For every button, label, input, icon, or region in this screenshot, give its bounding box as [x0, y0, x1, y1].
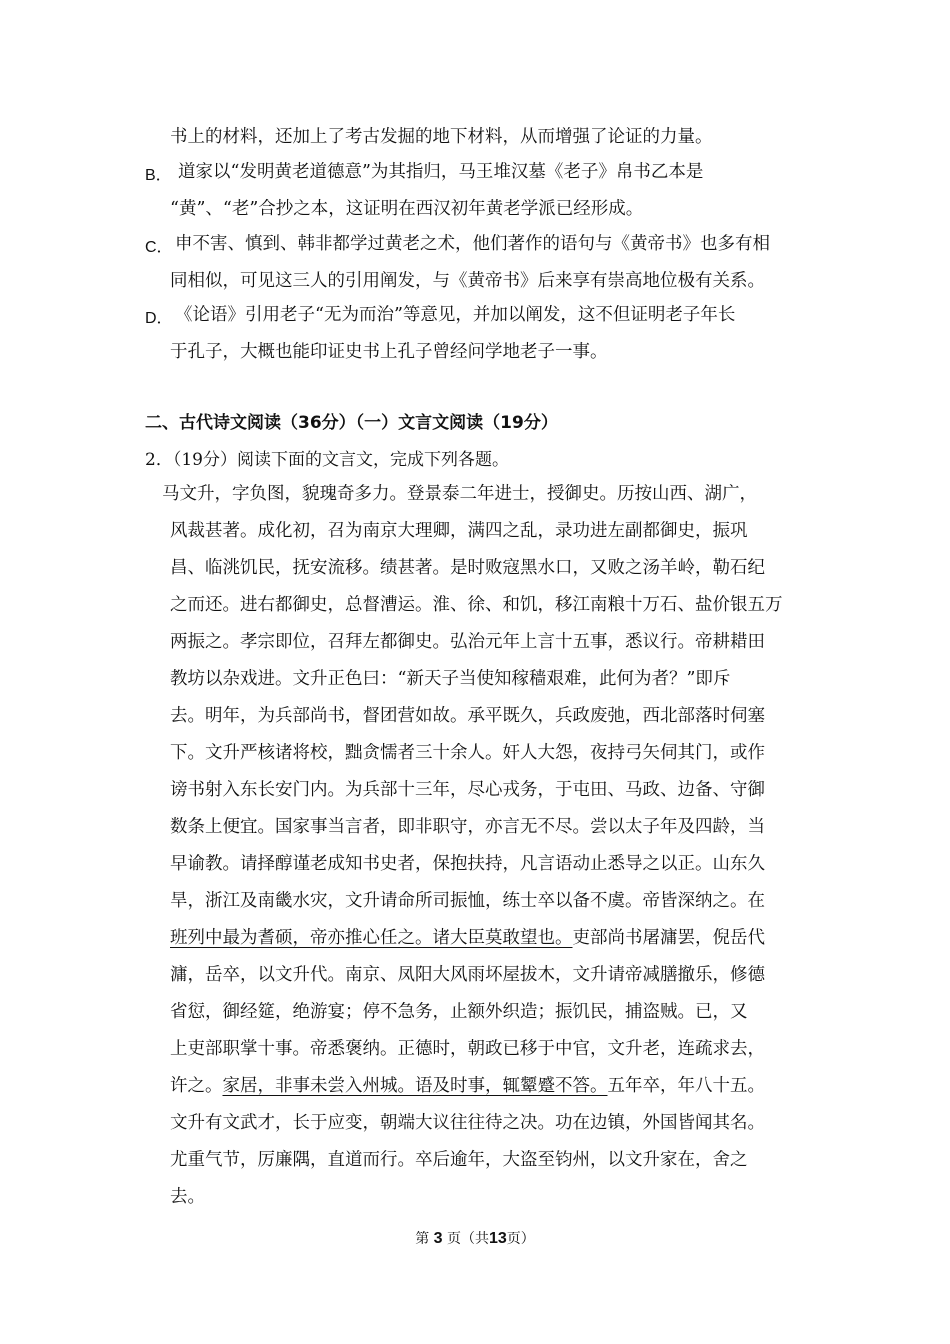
passage-line: 风裁甚著。成化初，召为南京大理卿，满四之乱，录功进左副都御史，振巩: [170, 521, 748, 541]
footer-suffix: 页）: [506, 1231, 535, 1247]
passage-line: 文升有文武才，长于应变，朝端大议往往待之决。功在边镇，外国皆闻其名。: [170, 1113, 765, 1133]
passage-line: 早谕教。请择醇谨老成知书史者，保抱扶持，凡言语动止悉导之以正。山东久: [170, 854, 765, 874]
underlined-sentence-2: 家居，非事未尝入州城。语及时事，辄颦蹙不答。: [222, 1076, 608, 1096]
footer-page-number: 3: [433, 1230, 443, 1247]
option-d-line2: 于孔子，大概也能印证史书上孔子曾经问学地老子一事。: [170, 342, 608, 362]
passage-text: 吏部尚书屠滽罢，倪岳代: [572, 928, 765, 948]
passage-line: 上吏部职掌十事。帝悉褒纳。正德时，朝政已移于中官，文升老，连疏求去，: [170, 1039, 765, 1059]
passage-line: 教坊以杂戏进。文升正色曰：“新天子当使知稼穑艰难，此何为者？”即斥: [170, 669, 731, 689]
passage-line: 之而还。进右都御史，总督漕运。淮、徐、和饥，移江南粮十万石、盐价银五万: [170, 595, 783, 615]
option-c-line1: 申不害、慎到、韩非都学过黄老之术，他们著作的语句与《黄帝书》也多有相: [175, 234, 770, 254]
page-footer: [0, 1228, 950, 1248]
footer-total-pages: 13: [489, 1230, 507, 1247]
passage-line: 数条上便宜。国家事当言者，即非职守，亦言无不尽。尝以太子年及四龄，当: [170, 817, 765, 837]
option-c-line2: 同相似，可见这三人的引用阐发，与《黄帝书》后来享有崇高地位极有关系。: [170, 271, 765, 291]
passage-line: 下。文升严核诸将校，黜贪懦者三十余人。奸人大怨，夜持弓矢伺其门，或作: [170, 743, 765, 763]
passage-line-underlined: [170, 926, 765, 950]
passage-line: 马文升，字负图，貌瑰奇多力。登景泰二年进士，授御史。历按山西、湖广，: [162, 484, 757, 504]
option-c-label: C．: [145, 239, 173, 256]
option-a-tail: 书上的材料，还加上了考古发掘的地下材料，从而增强了论证的力量。: [170, 127, 713, 147]
footer-middle: 页（共: [447, 1231, 489, 1247]
question-number: 2．（19分）阅读下面的文言文，完成下列各题。: [145, 450, 509, 470]
underlined-sentence-1: 班列中最为耆硕，帝亦推心任之。诸大臣莫敢望也。: [170, 928, 573, 948]
passage-line: 省愆，御经筵，绝游宴；停不急务，止额外织造；振饥民，捕盗贼。已，又: [170, 1002, 748, 1022]
passage-line: 尤重气节，厉廉隅，直道而行。卒后逾年，大盗至钧州，以文升家在，舍之: [170, 1150, 748, 1170]
passage-line-underlined: [170, 1074, 765, 1098]
section-heading: 二、古代诗文阅读（36分）（一）文言文阅读（19分）: [145, 413, 558, 433]
option-b-label: B．: [145, 167, 172, 184]
option-d-line1: 《论语》引用老子“无为而治”等意见，并加以阐发，这不但证明老子年长: [175, 305, 736, 325]
option-d-label: D．: [145, 310, 173, 327]
passage-text: 许之。: [170, 1076, 223, 1096]
passage-line: 去。: [170, 1187, 205, 1207]
passage-line: 去。明年，为兵部尚书，督团营如故。承平既久，兵政废弛，西北部落时伺塞: [170, 706, 765, 726]
passage-line: 谤书射入东长安门内。为兵部十三年，尽心戎务，于屯田、马政、边备、守御: [170, 780, 765, 800]
passage-line: 旱，浙江及南畿水灾，文升请命所司振恤，练士卒以备不虞。帝皆深纳之。在: [170, 891, 765, 911]
passage-line: 昌、临洮饥民，抚安流移。绩甚著。是时败寇黑水口，又败之汤羊岭，勒石纪: [170, 558, 765, 578]
option-b-line2: “黄”、“老”合抄之本，这证明在西汉初年黄老学派已经形成。: [170, 199, 644, 219]
passage-text: 五年卒，年八十五。: [607, 1076, 765, 1096]
option-b-line1: 道家以“发明黄老道德意”为其指归，马王堆汉墓《老子》帛书乙本是: [178, 162, 704, 182]
footer-prefix: 第: [415, 1231, 430, 1247]
passage-line: 两振之。孝宗即位，召拜左都御史。弘治元年上言十五事，悉议行。帝耕耤田: [170, 632, 765, 652]
passage-line: 滽，岳卒，以文升代。南京、凤阳大风雨坏屋拔木，文升请帝减膳撤乐，修德: [170, 965, 765, 985]
